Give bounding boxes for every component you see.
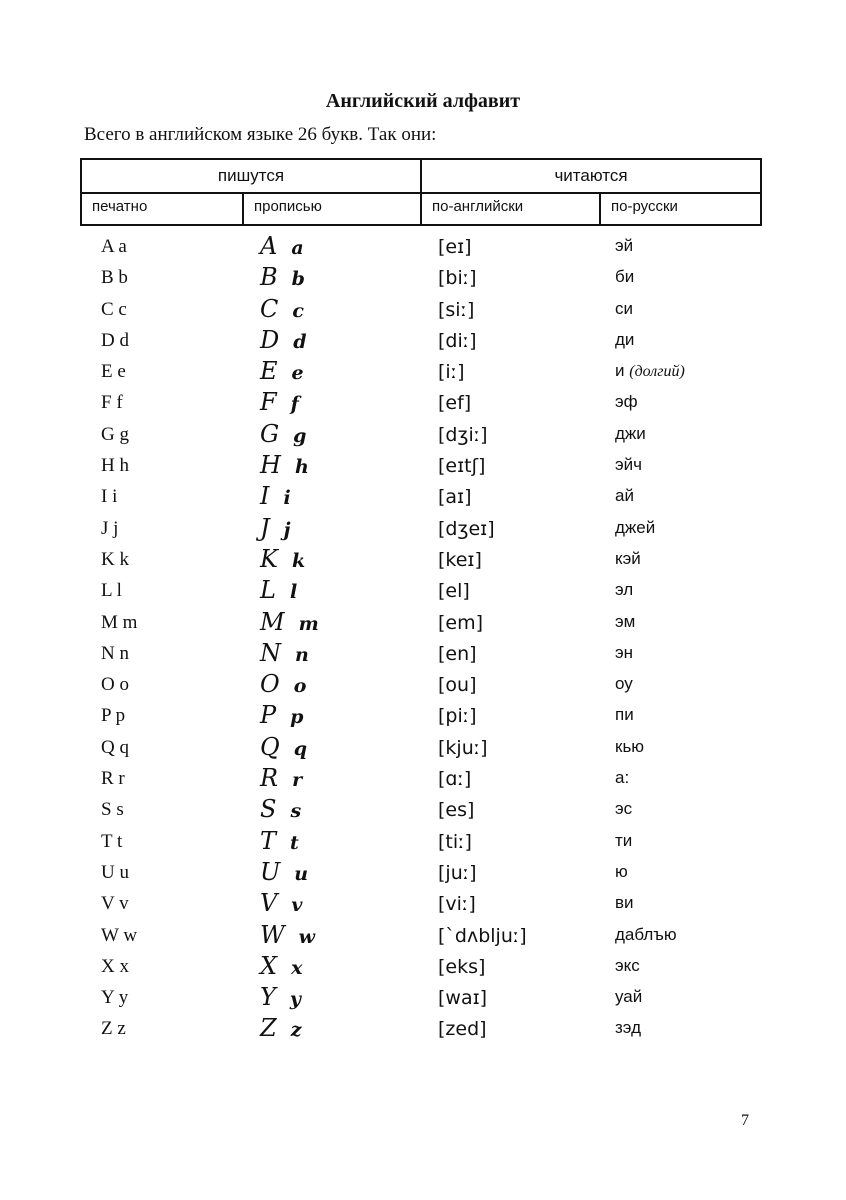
russian-reading [615, 987, 642, 1007]
cursive-letter [260, 482, 291, 510]
russian-text: кью [615, 736, 645, 756]
russian-text: даблъю [615, 924, 677, 944]
russian-reading [615, 236, 633, 256]
cursive-letter [260, 889, 302, 917]
cursive-upper: J [260, 513, 270, 542]
cursive-lower: f [290, 393, 299, 416]
russian-text: зэд [615, 1018, 642, 1038]
russian-reading [615, 893, 634, 913]
cursive-lower: d [293, 330, 307, 353]
cursive-letter [260, 795, 301, 823]
cursive-lower: o [293, 675, 307, 698]
ipa-transcription: [eɪ] [438, 236, 472, 258]
cursive-upper: A [260, 232, 278, 260]
cursive-letter [260, 357, 304, 385]
ipa-transcription: [`dʌbljuː] [438, 924, 527, 947]
cursive-upper: L [260, 576, 276, 605]
letter-row [0, 764, 846, 799]
printed-letter: S s [101, 799, 124, 821]
cursive-lower: z [290, 1019, 302, 1042]
cursive-upper: U [260, 857, 281, 886]
cursive-lower: r [292, 769, 303, 792]
russian-text: эл [615, 580, 634, 600]
ipa-transcription: [keɪ] [438, 548, 482, 571]
ipa-transcription: [juː] [438, 861, 477, 884]
cursive-letter [260, 670, 306, 698]
cursive-upper: Y [260, 983, 276, 1012]
russian-reading [615, 330, 634, 350]
cursive-letter [260, 326, 307, 354]
letter-row [0, 576, 846, 611]
cursive-letter [260, 921, 315, 949]
letter-row [0, 857, 846, 893]
printed-letter: J j [101, 517, 119, 539]
russian-reading [615, 267, 634, 287]
cursive-lower: c [292, 299, 304, 322]
letter-row [0, 920, 846, 956]
cursive-letter [260, 733, 307, 761]
ipa-transcription: [es] [438, 799, 475, 822]
cursive-upper: W [260, 920, 285, 949]
russian-text: ти [615, 830, 633, 850]
printed-letter: D d [101, 329, 129, 351]
printed-letter: E e [101, 361, 126, 383]
cursive-upper: D [260, 325, 280, 354]
alphabet-table-header [80, 158, 762, 226]
russian-reading [615, 580, 633, 600]
ipa-transcription: [dʒiː] [438, 423, 488, 446]
cursive-letter [260, 827, 299, 855]
printed-letter: G g [101, 423, 129, 445]
russian-reading [615, 612, 635, 632]
letter-row [0, 638, 846, 674]
ipa-transcription: [el] [438, 580, 470, 603]
cursive-upper: C [260, 294, 279, 323]
russian-reading [615, 862, 628, 882]
printed-letter: P p [101, 705, 126, 727]
ipa-transcription: [zed] [438, 1018, 487, 1041]
cursive-lower: v [291, 894, 303, 917]
russian-reading [615, 518, 655, 538]
russian-reading [615, 361, 685, 381]
printed-letter: T t [101, 830, 123, 852]
letter-row [0, 951, 846, 987]
russian-reading [615, 424, 646, 444]
cursive-upper: H [260, 451, 281, 480]
russian-text: эйч [615, 455, 643, 475]
russian-reading [615, 392, 638, 412]
printed-letter: O o [101, 674, 129, 696]
printed-letter: B b [101, 267, 128, 289]
printed-letter: N n [101, 642, 129, 664]
cursive-letter [260, 952, 302, 980]
russian-reading [615, 299, 633, 319]
letter-row [0, 670, 846, 705]
letter-row [0, 544, 846, 580]
cursive-lower: j [283, 518, 291, 541]
letter-row [0, 232, 846, 267]
russian-reading [615, 799, 632, 819]
printed-letter: F f [101, 392, 123, 414]
russian-text: а: [615, 768, 630, 788]
russian-reading [615, 455, 642, 475]
letter-row [0, 983, 846, 1018]
printed-letter: K k [101, 548, 129, 570]
ipa-transcription: [waɪ] [438, 987, 488, 1010]
letter-row [0, 263, 846, 298]
russian-text: ви [615, 893, 634, 913]
russian-reading [615, 831, 632, 851]
ipa-transcription: [eɪtʃ] [438, 455, 486, 478]
printed-letter: H h [101, 455, 129, 477]
russian-reading [615, 1018, 641, 1038]
cursive-lower: i [283, 487, 291, 510]
cursive-lower: k [291, 549, 306, 572]
page-number: 7 [741, 1112, 749, 1129]
printed-letter: R r [101, 768, 125, 790]
printed-letter: A a [101, 236, 127, 257]
cursive-lower: g [293, 424, 307, 447]
ipa-transcription: [aɪ] [438, 486, 472, 509]
cursive-letter [260, 545, 305, 573]
cursive-upper: N [260, 638, 281, 667]
cursive-letter [260, 295, 304, 323]
ipa-transcription: [biː] [438, 267, 477, 290]
cursive-upper: F [260, 388, 277, 417]
russian-text: и [615, 361, 625, 381]
cursive-lower: s [290, 800, 302, 823]
cursive-upper: V [260, 889, 278, 918]
printed-letter: Y y [101, 987, 129, 1009]
ipa-transcription: [ɑː] [438, 768, 472, 791]
header-russian: по-русски [600, 193, 761, 225]
cursive-lower: h [294, 456, 309, 479]
cursive-upper: R [260, 764, 279, 793]
letter-row [0, 419, 846, 455]
russian-text: оу [615, 674, 633, 694]
russian-text: ай [615, 486, 634, 506]
russian-reading [615, 486, 634, 506]
letter-row [0, 607, 846, 643]
cursive-upper: P [260, 701, 277, 730]
russian-reading [615, 643, 633, 663]
cursive-letter [260, 232, 304, 260]
cursive-upper: G [260, 419, 280, 448]
russian-reading [615, 737, 644, 757]
header-written: пишутся [81, 159, 421, 193]
letter-row [0, 701, 846, 736]
russian-text: ю [615, 861, 628, 881]
cursive-lower: t [290, 831, 299, 854]
cursive-lower: b [291, 268, 305, 291]
cursive-letter [260, 576, 297, 604]
russian-text: эн [615, 642, 634, 662]
cursive-lower: w [298, 925, 316, 948]
cursive-lower: p [290, 706, 304, 729]
cursive-letter [260, 451, 309, 479]
ipa-transcription: [siː] [438, 298, 475, 321]
russian-text: джи [615, 423, 646, 443]
printed-letter: X x [101, 955, 129, 977]
letter-row [0, 482, 846, 517]
letter-row [0, 826, 846, 862]
cursive-letter [260, 420, 306, 448]
letter-row [0, 451, 846, 486]
cursive-upper: K [260, 544, 278, 573]
russian-text: ди [615, 329, 635, 349]
ipa-transcription: [piː] [438, 705, 477, 728]
letter-row [0, 388, 846, 423]
header-cursive: прописью [243, 193, 421, 225]
printed-letter: I i [101, 486, 118, 508]
letter-row [0, 732, 846, 768]
letter-row [0, 795, 846, 830]
cursive-upper: Z [260, 1014, 277, 1043]
russian-note: (долгий) [629, 363, 685, 381]
ipa-transcription: [em] [438, 611, 484, 634]
ipa-transcription: [ou] [438, 674, 477, 697]
page-title: Английский алфавит [325, 90, 521, 112]
letter-row [0, 294, 846, 330]
letter-row [0, 325, 846, 361]
header-english: по-английски [421, 193, 600, 225]
russian-text: уай [615, 987, 643, 1007]
ipa-transcription: [iː] [438, 361, 465, 384]
cursive-lower: u [294, 862, 309, 885]
ipa-transcription: [tiː] [438, 830, 472, 853]
russian-text: эф [615, 392, 638, 412]
russian-text: экс [615, 955, 640, 975]
russian-text: эй [615, 236, 634, 255]
ipa-transcription: [en] [438, 642, 477, 665]
header-printed: печатно [81, 193, 243, 225]
russian-reading [615, 956, 640, 976]
header-read: читаются [421, 159, 761, 193]
russian-text: джей [615, 517, 656, 537]
russian-reading [615, 674, 633, 694]
cursive-upper: O [260, 670, 280, 699]
cursive-upper: E [260, 357, 278, 386]
russian-reading [615, 549, 641, 569]
intro-text: Всего в английском языке 26 букв. Так они: [84, 124, 437, 145]
cursive-lower: y [289, 988, 301, 1011]
cursive-lower: a [291, 237, 304, 259]
cursive-letter [260, 608, 319, 636]
cursive-upper: Q [260, 732, 280, 761]
cursive-letter [260, 1014, 301, 1042]
printed-letter: V v [101, 893, 129, 915]
russian-text: би [615, 267, 635, 287]
cursive-lower: l [289, 581, 298, 604]
letter-row [0, 1014, 846, 1049]
printed-letter: C c [101, 298, 127, 320]
cursive-lower: n [295, 643, 309, 666]
russian-text: си [615, 298, 633, 318]
cursive-letter [260, 764, 302, 792]
russian-text: эм [615, 611, 636, 631]
ipa-transcription: [dʒeɪ] [438, 517, 495, 540]
letter-row [0, 513, 846, 549]
cursive-lower: m [298, 612, 319, 635]
russian-text: пи [615, 705, 634, 725]
russian-reading [615, 705, 634, 725]
cursive-lower: q [293, 737, 307, 760]
ipa-transcription: [ef] [438, 392, 472, 415]
cursive-letter [260, 858, 308, 886]
printed-letter: Z z [101, 1018, 126, 1040]
cursive-upper: X [260, 951, 278, 980]
printed-letter: Q q [101, 736, 129, 758]
cursive-letter [260, 701, 303, 729]
alphabet-list [0, 232, 846, 1050]
cursive-upper: T [260, 826, 277, 855]
printed-letter: U u [101, 861, 129, 883]
russian-reading [615, 925, 677, 945]
letter-row [0, 357, 846, 392]
cursive-letter [260, 983, 301, 1011]
russian-text: эс [615, 799, 633, 819]
printed-letter: L l [101, 580, 122, 602]
cursive-upper: I [260, 482, 270, 511]
cursive-upper: M [260, 607, 285, 636]
ipa-transcription: [eks] [438, 955, 486, 978]
russian-reading [615, 768, 629, 788]
cursive-lower: x [291, 956, 303, 979]
ipa-transcription: [viː] [438, 893, 476, 916]
cursive-letter [260, 639, 309, 667]
cursive-upper: B [260, 263, 278, 292]
cursive-upper: S [260, 795, 277, 824]
printed-letter: W w [101, 924, 138, 946]
cursive-letter [260, 514, 291, 542]
cursive-lower: e [291, 362, 304, 385]
printed-letter: M m [101, 611, 138, 633]
ipa-transcription: [diː] [438, 329, 477, 352]
letter-row [0, 889, 846, 924]
cursive-letter [260, 388, 299, 416]
ipa-transcription: [kjuː] [438, 736, 488, 759]
cursive-letter [260, 263, 305, 291]
russian-text: кэй [615, 548, 641, 568]
